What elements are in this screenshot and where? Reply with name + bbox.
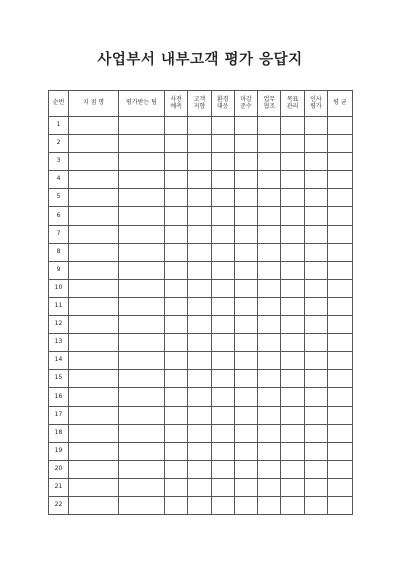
cell-deadline[interactable] xyxy=(234,424,257,442)
cell-customer[interactable] xyxy=(188,279,211,297)
cell-customer[interactable] xyxy=(188,171,211,189)
cell-goal[interactable] xyxy=(281,460,304,478)
cell-team[interactable] xyxy=(119,352,165,370)
row-number: 8 xyxy=(49,243,69,261)
cell-prediction[interactable] xyxy=(165,297,188,315)
cell-store[interactable] xyxy=(69,189,119,207)
cell-team[interactable] xyxy=(119,189,165,207)
cell-environment[interactable] xyxy=(211,370,234,388)
table-row xyxy=(49,225,353,243)
row-number: 19 xyxy=(49,442,69,460)
cell-prediction[interactable] xyxy=(165,442,188,460)
table-row xyxy=(49,207,353,225)
row-number: 6 xyxy=(49,207,69,225)
cell-deadline[interactable] xyxy=(234,117,257,135)
cell-store[interactable] xyxy=(69,207,119,225)
cell-hr-eval[interactable] xyxy=(304,442,327,460)
row-number: 9 xyxy=(49,261,69,279)
row-number: 18 xyxy=(49,424,69,442)
cell-team[interactable] xyxy=(119,261,165,279)
cell-goal[interactable] xyxy=(281,316,304,334)
cell-average[interactable] xyxy=(328,297,353,315)
cell-hr-eval[interactable] xyxy=(304,243,327,261)
cell-customer[interactable] xyxy=(188,261,211,279)
cell-cooperation[interactable] xyxy=(258,117,281,135)
cell-store[interactable] xyxy=(69,135,119,153)
header-deadline: 마감 준수 xyxy=(234,91,257,117)
cell-cooperation[interactable] xyxy=(258,135,281,153)
cell-customer[interactable] xyxy=(188,316,211,334)
cell-prediction[interactable] xyxy=(165,189,188,207)
row-number: 15 xyxy=(49,370,69,388)
cell-prediction[interactable] xyxy=(165,225,188,243)
cell-deadline[interactable] xyxy=(234,297,257,315)
cell-team[interactable] xyxy=(119,496,165,514)
cell-deadline[interactable] xyxy=(234,388,257,406)
cell-team[interactable] xyxy=(119,370,165,388)
cell-customer[interactable] xyxy=(188,460,211,478)
cell-team[interactable] xyxy=(119,171,165,189)
cell-environment[interactable] xyxy=(211,460,234,478)
cell-cooperation[interactable] xyxy=(258,370,281,388)
cell-store[interactable] xyxy=(69,261,119,279)
cell-team[interactable] xyxy=(119,388,165,406)
header-environment: 환경 대응 xyxy=(211,91,234,117)
cell-customer[interactable] xyxy=(188,243,211,261)
cell-hr-eval[interactable] xyxy=(304,207,327,225)
table-row xyxy=(49,460,353,478)
cell-store[interactable] xyxy=(69,406,119,424)
cell-goal[interactable] xyxy=(281,424,304,442)
table-row xyxy=(49,478,353,496)
cell-environment[interactable] xyxy=(211,117,234,135)
cell-team[interactable] xyxy=(119,334,165,352)
cell-hr-eval[interactable] xyxy=(304,406,327,424)
cell-goal[interactable] xyxy=(281,207,304,225)
cell-store[interactable] xyxy=(69,352,119,370)
cell-environment[interactable] xyxy=(211,442,234,460)
cell-cooperation[interactable] xyxy=(258,460,281,478)
cell-store[interactable] xyxy=(69,496,119,514)
row-number: 3 xyxy=(49,153,69,171)
row-number: 22 xyxy=(49,496,69,514)
cell-environment[interactable] xyxy=(211,496,234,514)
cell-average[interactable] xyxy=(328,370,353,388)
table-row xyxy=(49,279,353,297)
cell-team[interactable] xyxy=(119,460,165,478)
cell-average[interactable] xyxy=(328,352,353,370)
cell-hr-eval[interactable] xyxy=(304,334,327,352)
cell-team[interactable] xyxy=(119,225,165,243)
cell-goal[interactable] xyxy=(281,171,304,189)
cell-deadline[interactable] xyxy=(234,496,257,514)
cell-prediction[interactable] xyxy=(165,279,188,297)
cell-prediction[interactable] xyxy=(165,153,188,171)
cell-store[interactable] xyxy=(69,225,119,243)
cell-cooperation[interactable] xyxy=(258,352,281,370)
cell-goal[interactable] xyxy=(281,478,304,496)
cell-team[interactable] xyxy=(119,207,165,225)
cell-cooperation[interactable] xyxy=(258,279,281,297)
cell-team[interactable] xyxy=(119,153,165,171)
cell-environment[interactable] xyxy=(211,406,234,424)
cell-deadline[interactable] xyxy=(234,189,257,207)
cell-average[interactable] xyxy=(328,117,353,135)
cell-deadline[interactable] xyxy=(234,243,257,261)
cell-customer[interactable] xyxy=(188,297,211,315)
cell-prediction[interactable] xyxy=(165,334,188,352)
cell-cooperation[interactable] xyxy=(258,388,281,406)
cell-prediction[interactable] xyxy=(165,171,188,189)
cell-cooperation[interactable] xyxy=(258,406,281,424)
cell-prediction[interactable] xyxy=(165,243,188,261)
cell-customer[interactable] xyxy=(188,189,211,207)
cell-deadline[interactable] xyxy=(234,370,257,388)
cell-hr-eval[interactable] xyxy=(304,370,327,388)
cell-customer[interactable] xyxy=(188,153,211,171)
cell-prediction[interactable] xyxy=(165,316,188,334)
cell-prediction[interactable] xyxy=(165,261,188,279)
cell-customer[interactable] xyxy=(188,388,211,406)
header-store: 지 점 명 xyxy=(69,91,119,117)
row-number: 21 xyxy=(49,478,69,496)
cell-customer[interactable] xyxy=(188,334,211,352)
cell-goal[interactable] xyxy=(281,496,304,514)
table-row xyxy=(49,352,353,370)
cell-goal[interactable] xyxy=(281,135,304,153)
cell-prediction[interactable] xyxy=(165,352,188,370)
cell-goal[interactable] xyxy=(281,189,304,207)
header-prediction: 사전 예측 xyxy=(165,91,188,117)
cell-cooperation[interactable] xyxy=(258,297,281,315)
cell-goal[interactable] xyxy=(281,153,304,171)
header-no: 순번 xyxy=(49,91,69,117)
cell-average[interactable] xyxy=(328,153,353,171)
cell-cooperation[interactable] xyxy=(258,496,281,514)
cell-customer[interactable] xyxy=(188,496,211,514)
cell-customer[interactable] xyxy=(188,225,211,243)
header-customer: 고객 지향 xyxy=(188,91,211,117)
cell-environment[interactable] xyxy=(211,334,234,352)
cell-deadline[interactable] xyxy=(234,225,257,243)
cell-average[interactable] xyxy=(328,424,353,442)
cell-average[interactable] xyxy=(328,171,353,189)
cell-cooperation[interactable] xyxy=(258,424,281,442)
cell-hr-eval[interactable] xyxy=(304,261,327,279)
cell-store[interactable] xyxy=(69,388,119,406)
table-header-row xyxy=(49,91,353,117)
table-body xyxy=(49,117,353,515)
row-number: 20 xyxy=(49,460,69,478)
cell-goal[interactable] xyxy=(281,388,304,406)
table-row xyxy=(49,189,353,207)
cell-goal[interactable] xyxy=(281,352,304,370)
cell-cooperation[interactable] xyxy=(258,334,281,352)
table-row xyxy=(49,424,353,442)
cell-deadline[interactable] xyxy=(234,171,257,189)
cell-environment[interactable] xyxy=(211,297,234,315)
cell-customer[interactable] xyxy=(188,135,211,153)
cell-store[interactable] xyxy=(69,171,119,189)
cell-store[interactable] xyxy=(69,297,119,315)
table-row xyxy=(49,388,353,406)
cell-prediction[interactable] xyxy=(165,406,188,424)
cell-goal[interactable] xyxy=(281,370,304,388)
cell-goal[interactable] xyxy=(281,334,304,352)
cell-average[interactable] xyxy=(328,135,353,153)
header-average: 평 균 xyxy=(328,91,353,117)
cell-store[interactable] xyxy=(69,424,119,442)
cell-environment[interactable] xyxy=(211,225,234,243)
cell-goal[interactable] xyxy=(281,225,304,243)
cell-goal[interactable] xyxy=(281,117,304,135)
cell-team[interactable] xyxy=(119,117,165,135)
cell-environment[interactable] xyxy=(211,153,234,171)
cell-deadline[interactable] xyxy=(234,135,257,153)
cell-cooperation[interactable] xyxy=(258,478,281,496)
header-hr-eval: 인사 평가 xyxy=(304,91,327,117)
cell-customer[interactable] xyxy=(188,370,211,388)
cell-prediction[interactable] xyxy=(165,370,188,388)
cell-prediction[interactable] xyxy=(165,424,188,442)
cell-cooperation[interactable] xyxy=(258,207,281,225)
table-row xyxy=(49,406,353,424)
cell-deadline[interactable] xyxy=(234,334,257,352)
cell-hr-eval[interactable] xyxy=(304,279,327,297)
row-number: 14 xyxy=(49,352,69,370)
table-row xyxy=(49,261,353,279)
response-table xyxy=(48,90,353,515)
cell-environment[interactable] xyxy=(211,352,234,370)
cell-store[interactable] xyxy=(69,279,119,297)
cell-store[interactable] xyxy=(69,334,119,352)
cell-team[interactable] xyxy=(119,478,165,496)
cell-hr-eval[interactable] xyxy=(304,135,327,153)
cell-average[interactable] xyxy=(328,496,353,514)
cell-deadline[interactable] xyxy=(234,460,257,478)
row-number: 11 xyxy=(49,297,69,315)
cell-average[interactable] xyxy=(328,261,353,279)
cell-average[interactable] xyxy=(328,478,353,496)
row-number: 7 xyxy=(49,225,69,243)
page-title: 사업부서 내부고객 평가 응답지 xyxy=(97,52,303,68)
cell-hr-eval[interactable] xyxy=(304,478,327,496)
row-number: 13 xyxy=(49,334,69,352)
table-row xyxy=(49,153,353,171)
cell-environment[interactable] xyxy=(211,243,234,261)
cell-customer[interactable] xyxy=(188,117,211,135)
cell-cooperation[interactable] xyxy=(258,261,281,279)
cell-environment[interactable] xyxy=(211,424,234,442)
cell-customer[interactable] xyxy=(188,352,211,370)
row-number: 16 xyxy=(49,388,69,406)
cell-customer[interactable] xyxy=(188,478,211,496)
table-row xyxy=(49,370,353,388)
row-number: 17 xyxy=(49,406,69,424)
row-number: 4 xyxy=(49,171,69,189)
cell-hr-eval[interactable] xyxy=(304,424,327,442)
cell-goal[interactable] xyxy=(281,279,304,297)
cell-prediction[interactable] xyxy=(165,496,188,514)
cell-average[interactable] xyxy=(328,442,353,460)
cell-deadline[interactable] xyxy=(234,153,257,171)
cell-goal[interactable] xyxy=(281,243,304,261)
cell-hr-eval[interactable] xyxy=(304,297,327,315)
cell-environment[interactable] xyxy=(211,316,234,334)
table-row xyxy=(49,135,353,153)
cell-average[interactable] xyxy=(328,316,353,334)
cell-environment[interactable] xyxy=(211,207,234,225)
cell-hr-eval[interactable] xyxy=(304,153,327,171)
cell-store[interactable] xyxy=(69,117,119,135)
cell-deadline[interactable] xyxy=(234,406,257,424)
cell-prediction[interactable] xyxy=(165,460,188,478)
table-row xyxy=(49,171,353,189)
cell-deadline[interactable] xyxy=(234,478,257,496)
cell-goal[interactable] xyxy=(281,442,304,460)
row-number: 1 xyxy=(49,117,69,135)
cell-prediction[interactable] xyxy=(165,207,188,225)
cell-store[interactable] xyxy=(69,153,119,171)
cell-environment[interactable] xyxy=(211,189,234,207)
table-row xyxy=(49,316,353,334)
table-row xyxy=(49,297,353,315)
cell-customer[interactable] xyxy=(188,207,211,225)
cell-hr-eval[interactable] xyxy=(304,225,327,243)
cell-average[interactable] xyxy=(328,207,353,225)
cell-deadline[interactable] xyxy=(234,352,257,370)
cell-team[interactable] xyxy=(119,135,165,153)
table-row xyxy=(49,334,353,352)
cell-team[interactable] xyxy=(119,442,165,460)
cell-team[interactable] xyxy=(119,406,165,424)
cell-average[interactable] xyxy=(328,243,353,261)
cell-cooperation[interactable] xyxy=(258,153,281,171)
cell-team[interactable] xyxy=(119,316,165,334)
cell-hr-eval[interactable] xyxy=(304,460,327,478)
cell-hr-eval[interactable] xyxy=(304,316,327,334)
cell-goal[interactable] xyxy=(281,297,304,315)
cell-hr-eval[interactable] xyxy=(304,496,327,514)
cell-environment[interactable] xyxy=(211,279,234,297)
cell-customer[interactable] xyxy=(188,406,211,424)
cell-average[interactable] xyxy=(328,388,353,406)
cell-cooperation[interactable] xyxy=(258,171,281,189)
cell-store[interactable] xyxy=(69,316,119,334)
cell-cooperation[interactable] xyxy=(258,243,281,261)
row-number: 5 xyxy=(49,189,69,207)
cell-prediction[interactable] xyxy=(165,478,188,496)
cell-average[interactable] xyxy=(328,225,353,243)
cell-team[interactable] xyxy=(119,243,165,261)
cell-team[interactable] xyxy=(119,424,165,442)
cell-customer[interactable] xyxy=(188,424,211,442)
cell-hr-eval[interactable] xyxy=(304,189,327,207)
cell-environment[interactable] xyxy=(211,171,234,189)
cell-hr-eval[interactable] xyxy=(304,171,327,189)
cell-goal[interactable] xyxy=(281,261,304,279)
cell-environment[interactable] xyxy=(211,135,234,153)
cell-deadline[interactable] xyxy=(234,279,257,297)
cell-hr-eval[interactable] xyxy=(304,117,327,135)
cell-cooperation[interactable] xyxy=(258,442,281,460)
cell-average[interactable] xyxy=(328,460,353,478)
row-number: 2 xyxy=(49,135,69,153)
header-team: 평가받는 팀 xyxy=(119,91,165,117)
cell-store[interactable] xyxy=(69,370,119,388)
table-row xyxy=(49,442,353,460)
cell-cooperation[interactable] xyxy=(258,189,281,207)
cell-deadline[interactable] xyxy=(234,442,257,460)
cell-store[interactable] xyxy=(69,442,119,460)
cell-average[interactable] xyxy=(328,279,353,297)
cell-deadline[interactable] xyxy=(234,207,257,225)
cell-store[interactable] xyxy=(69,478,119,496)
cell-average[interactable] xyxy=(328,334,353,352)
row-number: 12 xyxy=(49,316,69,334)
cell-environment[interactable] xyxy=(211,261,234,279)
table-row xyxy=(49,496,353,514)
cell-hr-eval[interactable] xyxy=(304,352,327,370)
cell-deadline[interactable] xyxy=(234,261,257,279)
cell-prediction[interactable] xyxy=(165,117,188,135)
cell-store[interactable] xyxy=(69,243,119,261)
cell-average[interactable] xyxy=(328,189,353,207)
cell-cooperation[interactable] xyxy=(258,225,281,243)
cell-customer[interactable] xyxy=(188,442,211,460)
cell-environment[interactable] xyxy=(211,478,234,496)
cell-team[interactable] xyxy=(119,279,165,297)
cell-goal[interactable] xyxy=(281,406,304,424)
cell-prediction[interactable] xyxy=(165,135,188,153)
cell-hr-eval[interactable] xyxy=(304,388,327,406)
cell-store[interactable] xyxy=(69,460,119,478)
header-cooperation: 업무 협조 xyxy=(258,91,281,117)
cell-cooperation[interactable] xyxy=(258,316,281,334)
cell-deadline[interactable] xyxy=(234,316,257,334)
cell-prediction[interactable] xyxy=(165,388,188,406)
cell-team[interactable] xyxy=(119,297,165,315)
cell-average[interactable] xyxy=(328,406,353,424)
header-goal: 목표 관리 xyxy=(281,91,304,117)
table-row xyxy=(49,117,353,135)
cell-environment[interactable] xyxy=(211,388,234,406)
row-number: 10 xyxy=(49,279,69,297)
table-row xyxy=(49,243,353,261)
